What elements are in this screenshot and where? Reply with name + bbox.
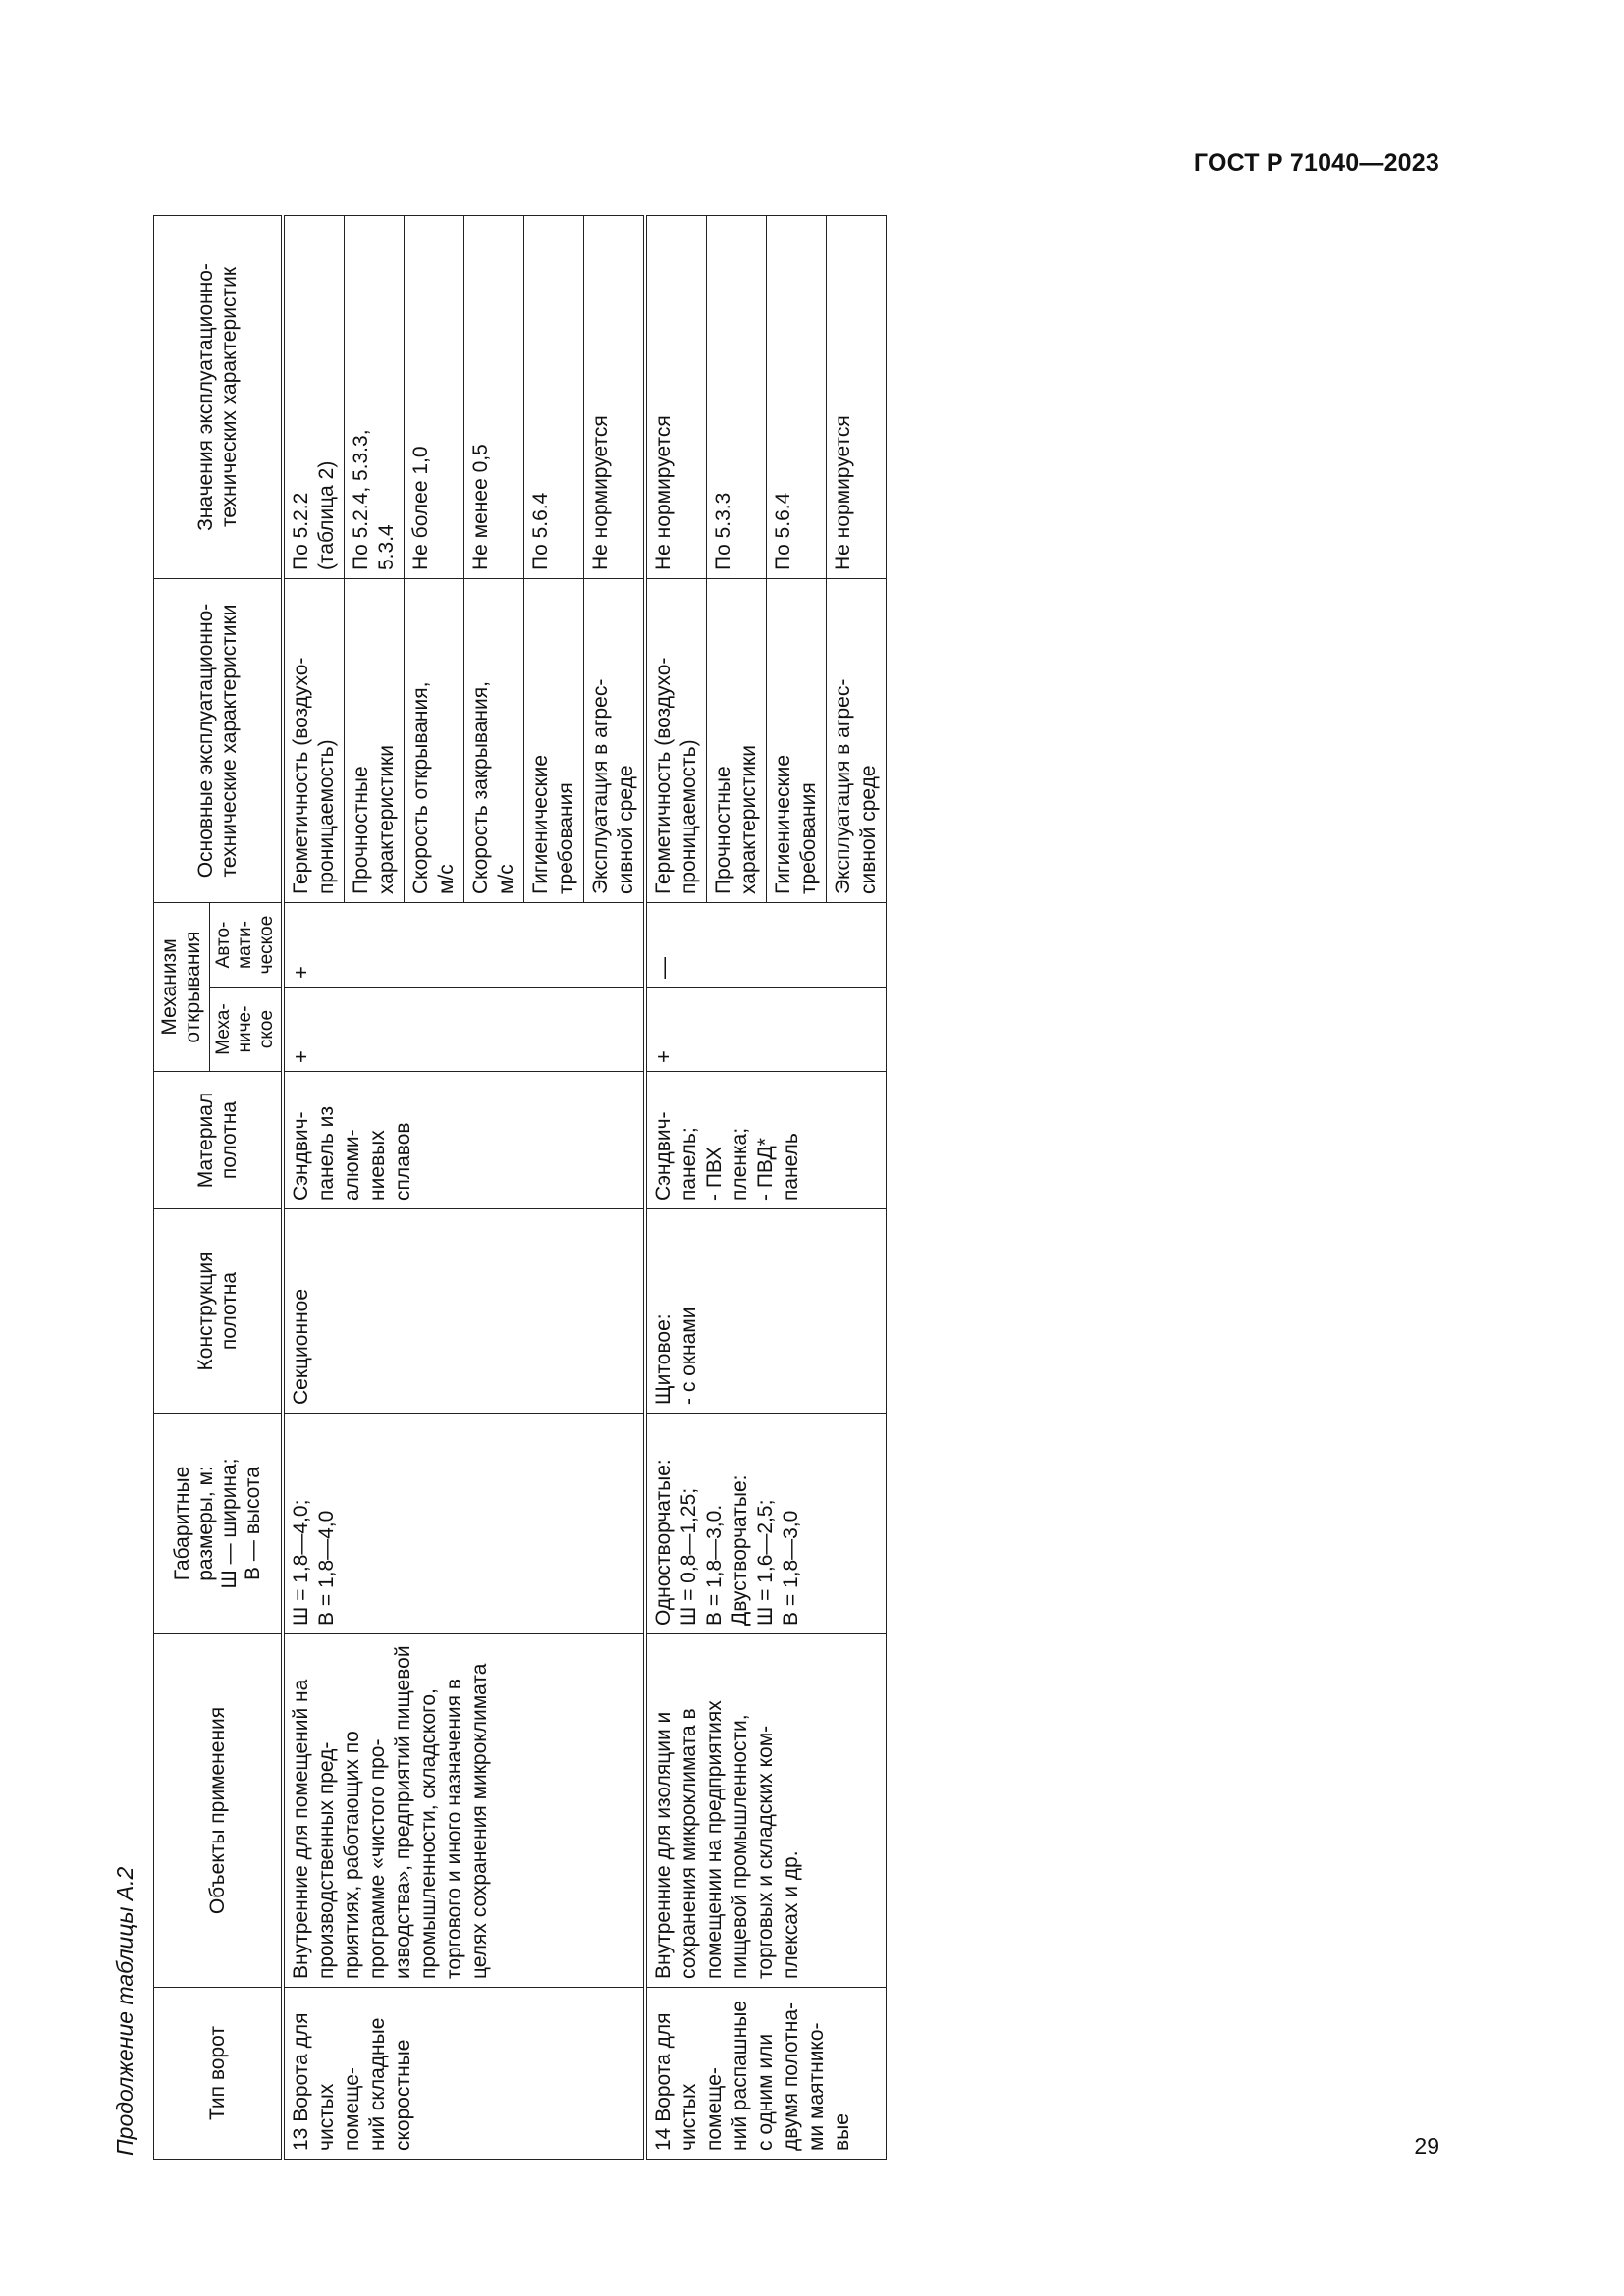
characteristic-name: Гигиенические требования (767, 579, 827, 903)
header-mechanical: Меха- ниче- ское (210, 988, 284, 1072)
header-dimensions: Габаритные размеры, м: Ш — ширина; В — высота (154, 1414, 284, 1634)
characteristic-name: Скорость открывания, м/с (405, 579, 464, 903)
characteristic-value: Не более 1,0 (405, 216, 464, 579)
characteristic-name: Эксплуатация в агрес- сивной среде (584, 579, 646, 903)
characteristic-value: Не нормируется (827, 216, 887, 579)
table-row (645, 216, 707, 2160)
characteristic-name: Прочностные характеристики (707, 579, 767, 903)
material-cell: Сэндвич- панель из алюми- ниевых сплавов (283, 1072, 645, 1209)
header-objects: Объекты применения (154, 1634, 284, 1988)
dimensions-cell: Ш = 1,8—4,0; В = 1,8—4,0 (283, 1414, 645, 1634)
characteristic-name: Герметичность (воздухо- проницаемость) (645, 579, 707, 903)
characteristic-value: По 5.2.2 (таблица 2) (283, 216, 345, 579)
automatic-cell: + (283, 903, 645, 988)
document-id: ГОСТ Р 71040—2023 (1193, 149, 1439, 177)
gate-type-cell: 14 Ворота для чистых помеще- ний распашные с одним или двумя полотна- ми маятнико- вые (645, 1988, 887, 2160)
characteristic-value: Не нормируется (645, 216, 707, 579)
characteristic-name: Прочностные характеристики (345, 579, 405, 903)
material-cell: Сэндвич- панель; - ПВХ пленка; - ПВД* панель (645, 1072, 887, 1209)
header-gate-type: Тип ворот (154, 1988, 284, 2160)
characteristic-name: Эксплуатация в агрес- сивной среде (827, 579, 887, 903)
characteristic-name: Гигиенические требования (524, 579, 584, 903)
characteristic-value: По 5.3.3 (707, 216, 767, 579)
header-values: Значения эксплуатационно-технических характеристик (154, 216, 284, 579)
header-material: Материал полотна (154, 1072, 284, 1209)
characteristic-value: По 5.2.4, 5.3.3, 5.3.4 (345, 216, 405, 579)
characteristic-name: Скорость закрывания, м/с (464, 579, 524, 903)
table-row (283, 216, 345, 2160)
dimensions-cell: Одностворчатые: Ш = 0,8—1,25; В = 1,8—3,0. Двустворчатые: Ш = 1,6—2,5; В = 1,8—3,0 (645, 1414, 887, 1634)
construction-cell: Щитовое: - с окнами (645, 1209, 887, 1414)
rotated-table-page (98, 216, 1115, 2160)
table-caption: Продолжение таблицы А.2 (112, 1866, 137, 2156)
header-automatic: Авто- мати- ческое (210, 903, 284, 988)
header-row-1 (154, 216, 210, 2160)
header-mechanism: Механизм открывания (154, 903, 210, 1072)
mechanical-cell: + (645, 988, 887, 1072)
construction-cell: Секционное (283, 1209, 645, 1414)
mechanical-cell: + (283, 988, 645, 1072)
characteristic-value: По 5.6.4 (524, 216, 584, 579)
characteristic-name: Герметичность (воздухо- проницаемость) (283, 579, 345, 903)
characteristic-value: По 5.6.4 (767, 216, 827, 579)
objects-cell: Внутренние для изоляции и сохранения микроклимата в помещении на предприятиях пищевой промышленности, торговых и складских ком- плексах и др. (645, 1634, 887, 1988)
header-characteristics: Основные эксплуатационно-технические характеристики (154, 579, 284, 903)
characteristic-value: Не менее 0,5 (464, 216, 524, 579)
gates-table (153, 215, 887, 2160)
page-number: 29 (1414, 2133, 1439, 2159)
characteristic-value: Не нормируется (584, 216, 646, 579)
gate-type-cell: 13 Ворота для чистых помеще- ний складные скоростные (283, 1988, 645, 2160)
objects-cell: Внутренние для помещений на производственных пред- приятиях, работающих по программе «чистого про- изводства», предприятий пищевой промышленности, складского, торгового и иного назначения в целях сохранения микроклимата (283, 1634, 645, 1988)
header-construction: Конструкция полотна (154, 1209, 284, 1414)
automatic-cell: — (645, 903, 887, 988)
